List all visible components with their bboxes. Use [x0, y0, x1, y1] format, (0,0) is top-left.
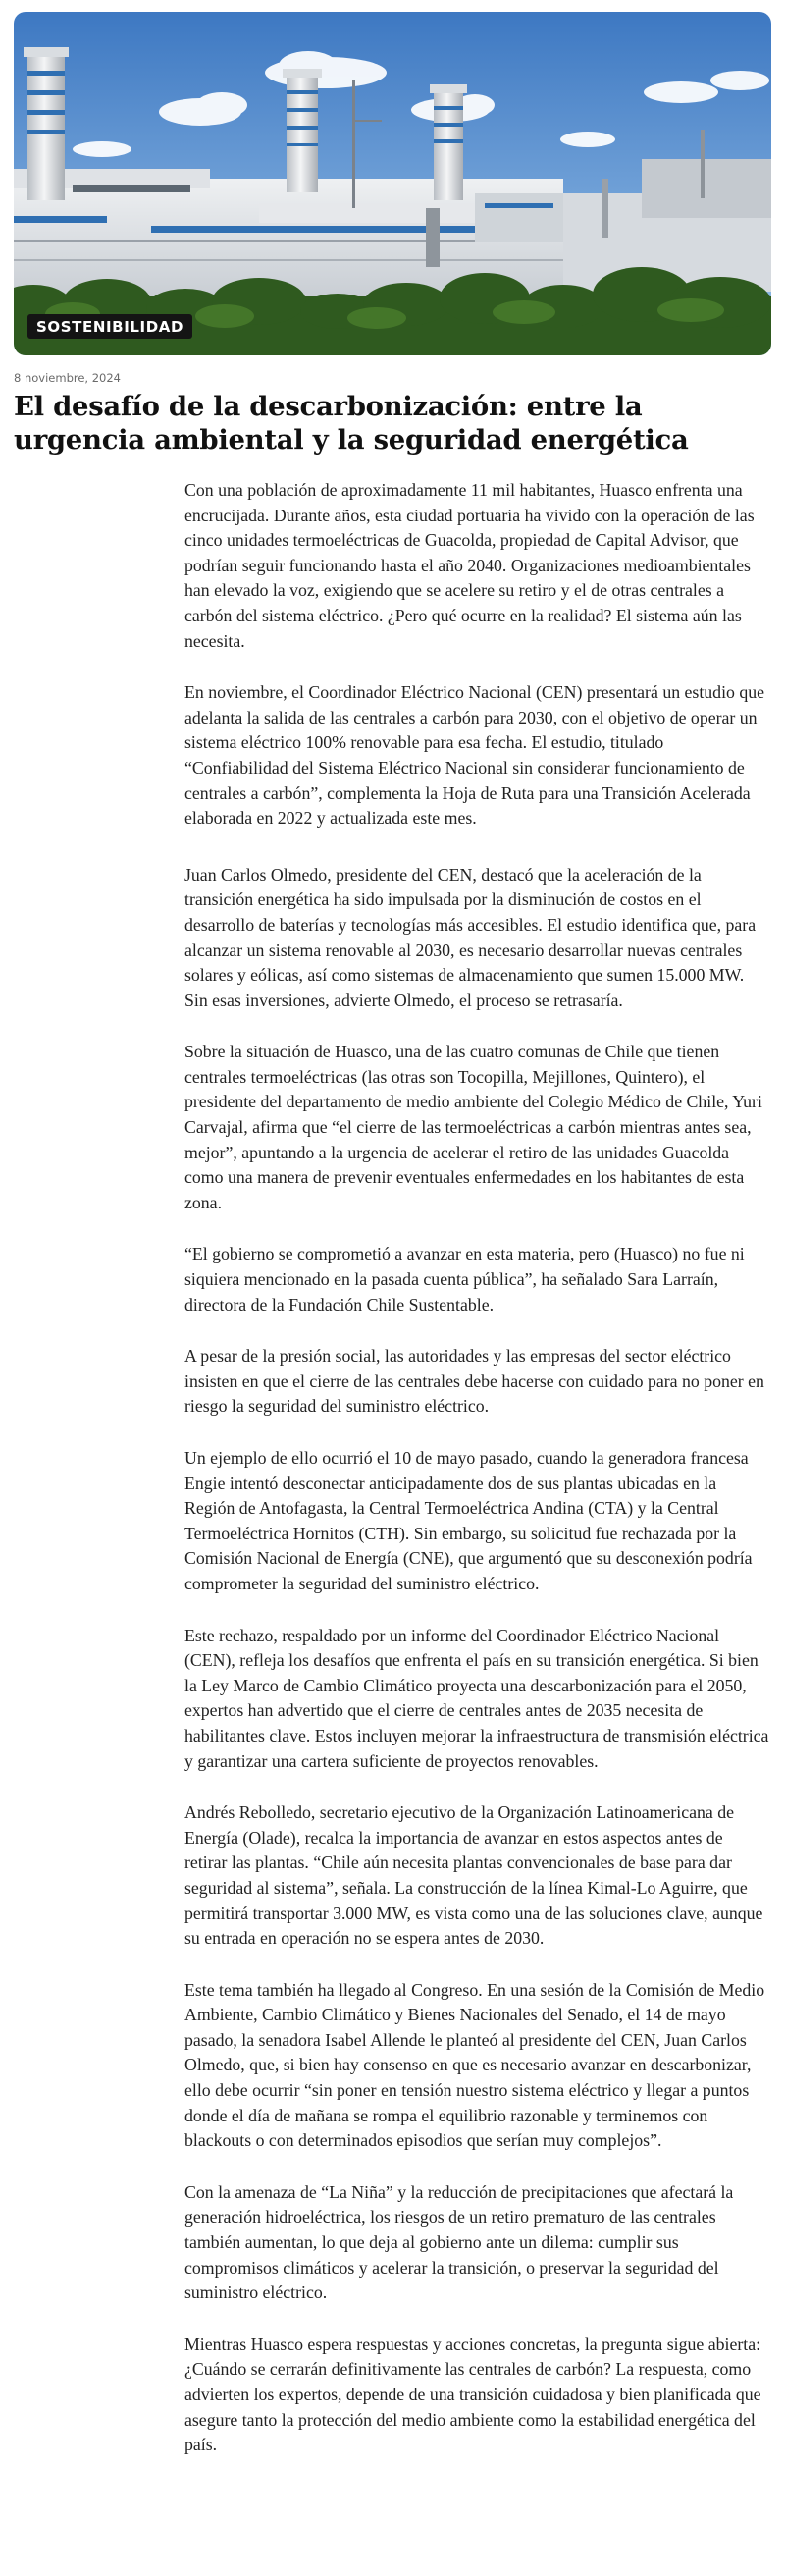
article-paragraph: En noviembre, el Coordinador Eléctrico Nacional (CEN) presentará un estudio que adelanta la salida de las centrales a carbón para 2030, con el objetivo de operar un sistema eléctrico 100% renovable para esa fecha. El estudio, titulado “Confiabilidad del Sistema Eléctrico Nacional sin considerar funcionamiento de centrales a carbón”, complementa la Hoja de Ruta para una Transición Acelerada elaborada en 2022 y actualizada este mes.	[184, 682, 765, 829]
article-paragraph: Mientras Huasco espera respuestas y acciones concretas, la pregunta sigue abierta: ¿Cuándo se cerrarán definitivamente las centrales de carbón? La respuesta, como advierten los expertos, depende de una transición cuidadosa y bien planificada que asegure tanto la protección del medio ambiente como la estabilidad energética del país.	[184, 2334, 761, 2455]
article-paragraph: Con la amenaza de “La Niña” y la reducción de precipitaciones que afectará la generación hidroeléctrica, los riesgos de un retiro prematuro de las centrales también aumentan, lo que deja al gobierno ante un dilema: cumplir sus compromisos climáticos y acelerar la transición, o preservar la seguridad del suministro eléctrico.	[184, 2181, 734, 2303]
publish-date: 8 noviembre, 2024	[14, 371, 122, 385]
article-title: El desafío de la descarbonización: entre la urgencia ambiental y la seguridad energética	[14, 391, 689, 456]
article-paragraph: Un ejemplo de ello ocurrió el 10 de mayo pasado, cuando la generadora francesa Engie intentó desconectar anticipadamente dos de sus plantas ubicadas en la Región de Antofagasta, la Central Termoeléctrica Andina (CTA) y la Central Termoeléctrica Hornitos (CTH). Sin embargo, su solicitud fue rechazada por la Comisión Nacional de Energía (CNE), que argumentó que su desconexión podría comprometer la seguridad del suministro eléctrico.	[184, 1448, 753, 1593]
article-paragraph: Andrés Rebolledo, secretario ejecutivo de la Organización Latinoamericana de Energía (Olade), recalca la importancia de avanzar en estos aspectos antes de retirar las plantas. “Chile aún necesita plantas convencionales de base para dar seguridad al sistema”, señala. La construcción de la línea Kimal-Lo Aguirre, que permitirá transportar 3.000 MW, es vista como una de las soluciones clave, aunque su entrada en operación no se espera antes de 2030.	[184, 1802, 763, 1949]
article-paragraph: Este rechazo, respaldado por un informe del Coordinador Eléctrico Nacional (CEN), refleja los desafíos que enfrenta el país en su transición energética. Si bien la Ley Marco de Cambio Climático proyecta una descarbonización para el 2050, expertos han advertido que el cierre de centrales antes de 2035 necesita de habilitantes clave. Estos incluyen mejorar la infraestructura de transmisión eléctrica y garantizar una cartera suficiente de proyectos renovables.	[184, 1625, 769, 1771]
coal-power-plant-photo	[14, 12, 771, 355]
hero-image	[14, 12, 771, 355]
article-paragraph: Con una población de aproximadamente 11 mil habitantes, Huasco enfrenta una encrucijada. Durante años, esta ciudad portuaria ha vivido con la operación de las cinco unidades termoeléctricas de Guacolda, propiedad de Capital Advisor, que podrían seguir funcionando hasta el año 2040. Organizaciones medioambientales han elevado la voz, exigiendo que se acelere su retiro y el de otras centrales a carbón del sistema eléctrico. ¿Pero qué ocurre en la realidad? El sistema aún las necesita.	[184, 480, 755, 651]
article-paragraph: “El gobierno se comprometió a avanzar en esta materia, pero (Huasco) no fue ni siquiera mencionado en la pasada cuenta pública”, ha señalado Sara Larraín, directora de la Fundación Chile Sustentable.	[184, 1244, 745, 1315]
article-paragraph: Juan Carlos Olmedo, presidente del CEN, destacó que la aceleración de la transición energética ha sido impulsada por la disminución de costos en el desarrollo de baterías y tecnologías más accesibles. El estudio identifica que, para alcanzar un sistema renovable al 2030, es necesario desarrollar nuevas centrales solares y eólicas, así como sistemas de almacenamiento que sumen 15.000 MW. Sin esas inversiones, advierte Olmedo, el proceso se retrasaría.	[184, 864, 757, 1010]
category-badge[interactable]: SOSTENIBILIDAD	[27, 314, 192, 339]
article-paragraph: Sobre la situación de Huasco, una de las cuatro comunas de Chile que tienen centrales termoeléctricas (las otras son Tocopilla, Mejillones, Quintero), el presidente del departamento de medio ambiente del Colegio Médico de Chile, Yuri Carvajal, afirma que “el cierre de las termoeléctricas a carbón mientras antes sea, mejor”, apuntando a la urgencia de acelerar el retiro de las unidades Guacolda como una manera de prevenir eventuales enfermedades en los habitantes de esta zona.	[184, 1042, 762, 1212]
article-paragraph: Este tema también ha llegado al Congreso. En una sesión de la Comisión de Medio Ambiente, Cambio Climático y Bienes Nacionales del Senado, el 14 de mayo pasado, la senadora Isabel Allende le planteó al presidente del CEN, Juan Carlos Olmedo, que, si bien hay consenso en que es necesario avanzar en descarbonizar, ello debe ocurrir “sin poner en tensión nuestro sistema eléctrico y llegar a puntos donde el día de mañana se rompa el equilibrio razonable y terminemos con blackouts o con determinados episodios que serían muy complejos”.	[184, 1979, 765, 2151]
article-body	[184, 478, 769, 2485]
article-paragraph: A pesar de la presión social, las autoridades y las empresas del sector eléctrico insisten en que el cierre de las centrales debe hacerse con cuidado para no poner en riesgo la seguridad del suministro eléctrico.	[184, 1346, 764, 1417]
